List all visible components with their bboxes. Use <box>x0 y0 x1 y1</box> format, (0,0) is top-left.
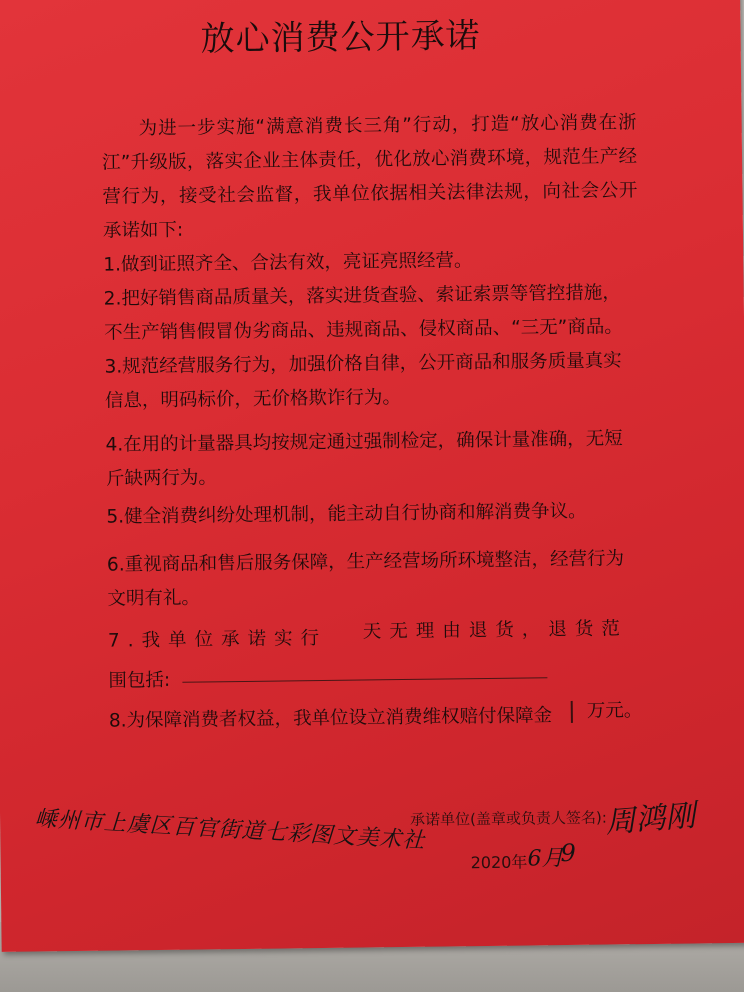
date-year: 2020年 <box>470 852 528 873</box>
commitment-item-6: 6.重视商品和售后服务保障，生产经营场所环境整洁，经营行为文明有礼。 <box>106 548 625 610</box>
commitment-item-4: 4.在用的计量器具均按规定通过强制检定，确保计量准确，无短斤缺两行为。 <box>105 428 623 490</box>
handwritten-day: 9 <box>560 838 576 868</box>
intro-paragraph: 为进一步实施“满意消费长三角”行动，打造“放心消费在浙江”升级版，落实企业主体责任，优化放心消费环境，规范生产经营行为，接受社会监督，我单位依据相关法律法规，向社会公开承诺如下: <box>101 112 638 242</box>
guarantee-amount-mark <box>571 701 573 723</box>
commitment-item-2: 2.把好销售商品质量关，落实进货查验、索证索票等管控措施，不生产销售假冒伪劣商品、违规商品、侵权商品、“三无”商品。 <box>103 282 623 344</box>
commitment-item-7-start: 7.我单位承诺实行 <box>107 627 328 652</box>
commitment-item-3: 3.规范经营服务行为，加强价格自律，公开商品和服务质量真实信息，明码标价，无价格欺诈行为。 <box>104 350 622 412</box>
handwritten-month: 6月 <box>527 846 564 872</box>
commitment-item-1: 1.做到证照齐全、合法有效，亮证亮照经营。 <box>103 250 473 276</box>
return-scope-blank-line <box>182 677 547 682</box>
commitment-item-5: 5.健全消费纠纷处理机制，能主动自行协商和解消费争议。 <box>106 500 587 528</box>
commitment-item-7-continued: 天无理由退货，退货范 <box>362 618 628 643</box>
commitment-item-7-scope-label: 围包括: <box>108 669 171 692</box>
commitment-item-8-unit: 万元。 <box>586 700 643 722</box>
signature-label: 承诺单位(盖章或负责人签名): <box>410 808 607 829</box>
commitment-item-8: 8.为保障消费者权益，我单位设立消费维权赔付保障金 <box>108 705 553 732</box>
handwritten-signature: 周鸿刚 <box>604 798 697 841</box>
handwritten-company-name: 嵊州市上虞区百官街道七彩图文美术社 <box>34 806 426 854</box>
document-title: 放心消费公开承诺 <box>200 16 481 60</box>
